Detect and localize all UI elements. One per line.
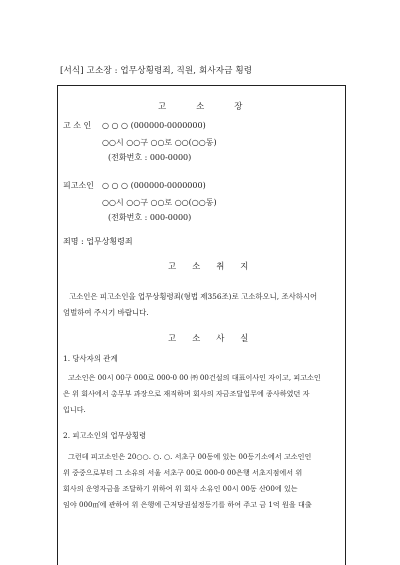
facts-heading <box>168 332 248 344</box>
complainant-phone: (전화번호 : 000-0000) <box>108 153 192 162</box>
section1-title: 1. 당사자의 관계 <box>63 354 118 363</box>
purpose-line: 엄벌하여 주시기 바랍니다. <box>63 308 149 317</box>
heading-char: 고 <box>168 261 177 271</box>
form-caption: [서식] 고소장 : 업무상횡령죄, 직원, 회사자금 횡령 <box>60 66 253 76</box>
complainant-address: ○○시 ○○구 ○○로 ○○(○○동) <box>102 138 217 147</box>
purpose-line: 고소인은 피고소인을 업무상횡령죄(형법 제356조)로 고소하오니, 조사하시어 <box>69 292 318 301</box>
heading-char: 지 <box>240 261 249 271</box>
section2-line: 임야 000㎡에 관하여 위 은행에 근저당권설정등기를 하여 주고 금 1억 원을 대출 <box>63 500 312 509</box>
section2-line: 위 중중으로부터 그 소유의 서울 서초구 00로 000-0 00은행 서초지점에서 위 <box>63 468 303 477</box>
accused-phone: (전화번호 : 000-0000) <box>108 213 192 222</box>
heading-char: 사 <box>216 333 225 343</box>
section2-line: 그런데 피고소인은 20○○. ○. ○. 서초구 00동에 있는 00등기소에서 고소인인 <box>68 452 312 461</box>
title-char: 고 <box>158 101 167 111</box>
section1-line: 입니다. <box>63 405 86 414</box>
heading-char: 고 <box>168 333 177 343</box>
title-char: 장 <box>234 101 243 111</box>
heading-char: 소 <box>192 333 201 343</box>
heading-char: 취 <box>216 261 225 271</box>
charge-line: 죄명 : 업무상횡령죄 <box>63 237 133 246</box>
complaint-form-box <box>57 85 346 565</box>
section1-line: 은 위 회사에서 총무부 과장으로 재직하며 회사의 자금조달업무에 종사하였던 자 <box>63 389 310 398</box>
title-char: 소 <box>196 101 205 111</box>
section1-line: 고소인은 00시 00구 000로 000-0 00 ㈜ 00건설의 대표이사인 자이고, 피고소인 <box>68 373 321 382</box>
section2-line: 회사의 운영자금을 조달하기 위하여 위 회사 소유인 00시 00동 산00에 있는 <box>63 484 298 493</box>
purpose-heading <box>168 260 248 272</box>
accused-name: ○ ○ ○ (000000-0000000) <box>102 181 206 190</box>
accused-address: ○○시 ○○구 ○○로 ○○(○○동) <box>102 198 217 207</box>
section2-title: 2. 피고소인의 업무상횡령 <box>63 431 147 440</box>
accused-label: 피고소인 <box>63 181 94 190</box>
heading-char: 소 <box>192 261 201 271</box>
complainant-name: ○ ○ ○ (000000-0000000) <box>102 121 206 130</box>
complainant-label: 고 소 인 <box>63 121 92 130</box>
heading-char: 실 <box>240 333 249 343</box>
document-title <box>158 100 242 112</box>
